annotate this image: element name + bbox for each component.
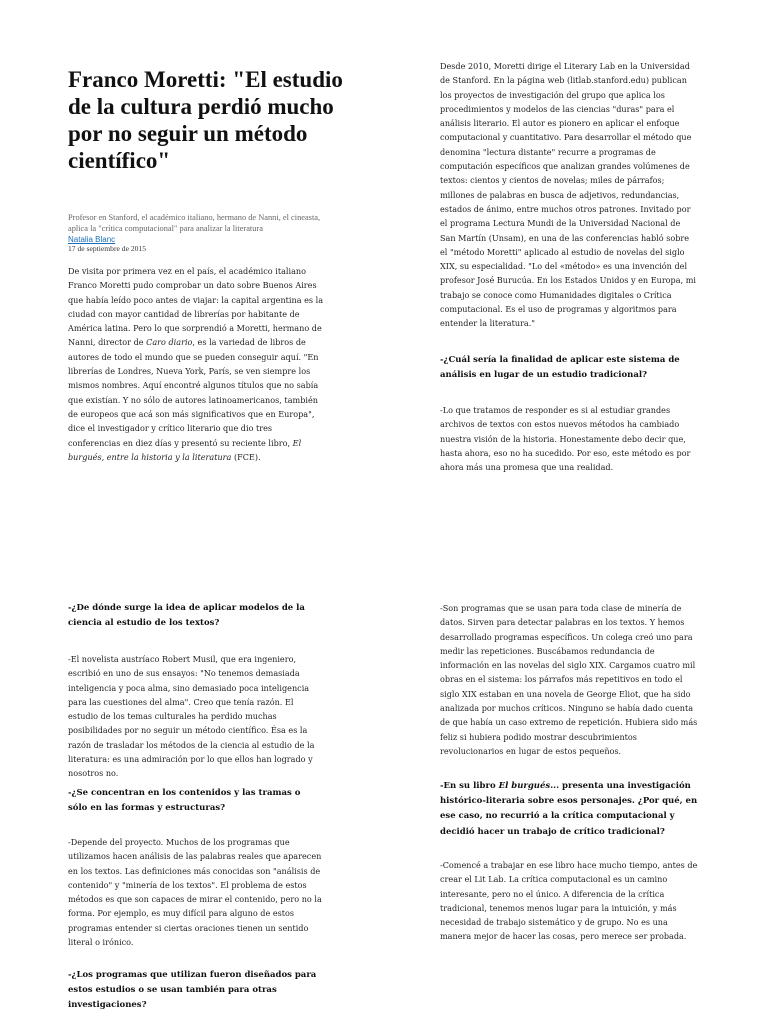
question-2: -¿Se concentran en los contenidos y las tramas o sólo en las formas y estructuras? — [68, 788, 301, 814]
film-title: Caro diario — [146, 337, 193, 348]
intro-right-paragraph: Desde 2010, Moretti dirige el Literary Lab en la Universidad de Stanford. En la página web (litlab.stanford.edu) publican los proyectos de investigación del grupo que aplica los procedimientos y modelos de las ciencias "duras" para el análisis literario. El autor es pionero en aplicar el enfoque computacional y cuantitativo. Para desarrollar el método que denomina "lectura distante" recurre a programas de computación específicos que analizan grandes volúmenes de textos: cientos y cientos de novelas; miles de párrafos; millones de palabras en busca de adjetivos, redundancias, estados de ánimo, entre muchos otros patrones. Invitado por el programa Lectura Mundi de la Universidad Nacional de San Martín (Unsam), en una de las conferencias habló sobre el "método Moretti" aplicado al estudio de novelas del siglo XIX, su especialidad. "Lo del «método» es una invención del profesor José Burucúa. En los Estados Unidos y en Europa, mi trabajo se conoce como Humanidades digitales o Crítica computacional. Es el uso de programas y algoritmos para entender la literatura." — [440, 61, 696, 329]
question-1: -¿De dónde surge la idea de aplicar modelos de la ciencia al estudio de los textos? — [68, 603, 305, 629]
publish-date: 17 de septiembre de 2015 — [68, 244, 147, 253]
book-title-inline: El burgués — [498, 781, 551, 791]
answer-2: -Depende del proyecto. Muchos de los programas que utilizamos hacen análisis de las palabras reales que aparecen en los textos. Las definiciones más conocidas son "análisis de contenido" y "minería de los textos". El problema de estos métodos es que son capaces de mirar el contenido, pero no la forma. Por ejemplo, es muy difícil para alguno de estos programas entender si ciertas oraciones tienen un sentido literal o irónico. — [68, 837, 322, 948]
book-title: El burgués, entre la historia y la literatura — [68, 437, 302, 462]
answer-programs: -Son programas que se usan para toda clase de minería de datos. Sirven para detectar palabras en los textos. Y hemos desarrollado programas específicos. Un colega creó uno para medir las repeticiones. Buscábamos redundancia de información en las novelas del siglo XIX. Cargamos cuatro mil obras en el sistema: los párrafos más repetitivos en todo el siglo XIX estaban en una novela de George Eliot, que ha sido analizada por muchos críticos. Ninguno se había dado cuenta de que había un caso extremo de repetición. Hubiera sido más feliz si hubiera podido mostrar descubrimientos revolucionarios en lugar de estos pequeños. — [440, 603, 698, 756]
answer-right-1: -Lo que tratamos de responder es si al estudiar grandes archivos de textos con estos nuevos métodos ha cambiado nuestra visión de la historia. Honestamente debo decir que, hasta ahora, eso no ha sucedido. Por eso, este método es por ahora más una promesa que una realidad. — [440, 405, 691, 473]
author-link[interactable]: Natalia Blanc — [68, 235, 116, 244]
answer-burgues: -Comencé a trabajar en ese libro hace mucho tiempo, antes de crear el Lit Lab. La crítica computacional es un camino interesante, pero no el único. A diferencia de la crítica tradicional, tenemos menos lugar para la intuición, y más necesidad de trabajo sistemático y de grupo. No es una manera mejor de hacer las cosas, pero merece ser probada. — [440, 860, 698, 942]
question-3: -¿Los programas que utilizan fueron diseñados para estos estudios o se usan también para otras investigaciones? — [68, 970, 317, 1011]
article-subhead: Profesor en Stanford, el académico italiano, hermano de Nanni, el cineasta, aplica la "crítica computacional" para analizar la literatura — [68, 213, 321, 233]
question-burgues: -En su libro El burgués... presenta una investigación histórico-literaria sobre esos personajes. ¿Por qué, en ese caso, no recurrió a la crítica computacional y decidió hacer un trabajo de crítico tradicional? — [440, 781, 698, 837]
intro-paragraph: De visita por primera vez en el país, el académico italiano Franco Moretti pudo comprobar un dato sobre Buenos Aires que había leído poco antes de viajar: la capital argentina es la ciudad con mayor cantidad de librerías por habitante de América latina. Pero lo que sorprendió a Moretti, hermano de Nanni, director de Caro diario, es la variedad de libros de autores de todo el mundo que se pueden conseguir aquí. "En librerías de Londres, Nueva York, París, se ven siempre los mismos nombres. Aquí encontré algunos títulos que no sabía que existían. Y no sólo de autores latinoamericanos, también de europeos que acá son más significativos que en Europa", dice el investigador y crítico literario que dio tres conferencias en diez días y presentó su reciente libro, El burgués, entre la historia y la literatura (FCE). — [68, 266, 324, 462]
question-right-1: -¿Cuál sería la finalidad de aplicar este sistema de análisis en lugar de un estudio tradicional? — [440, 355, 680, 381]
answer-1: -El novelista austríaco Robert Musil, que era ingeniero, escribió en uno de sus ensayos: "No tenemos demasiada inteligencia y poca alma, sino demasiado poca inteligencia para las cuestiones del alma". Creo que tenía razón. El estudio de los temas culturales ha perdido muchas posibilidades por no seguir un método científico. Ésa es la razón de trasladar los métodos de la ciencia al estudio de la literatura: es una admiración por lo que ellos han logrado y nosotros no. — [68, 654, 315, 779]
article-headline: Franco Moretti: "El estudio de la cultura perdió mucho por no seguir un método científico" — [68, 67, 343, 173]
